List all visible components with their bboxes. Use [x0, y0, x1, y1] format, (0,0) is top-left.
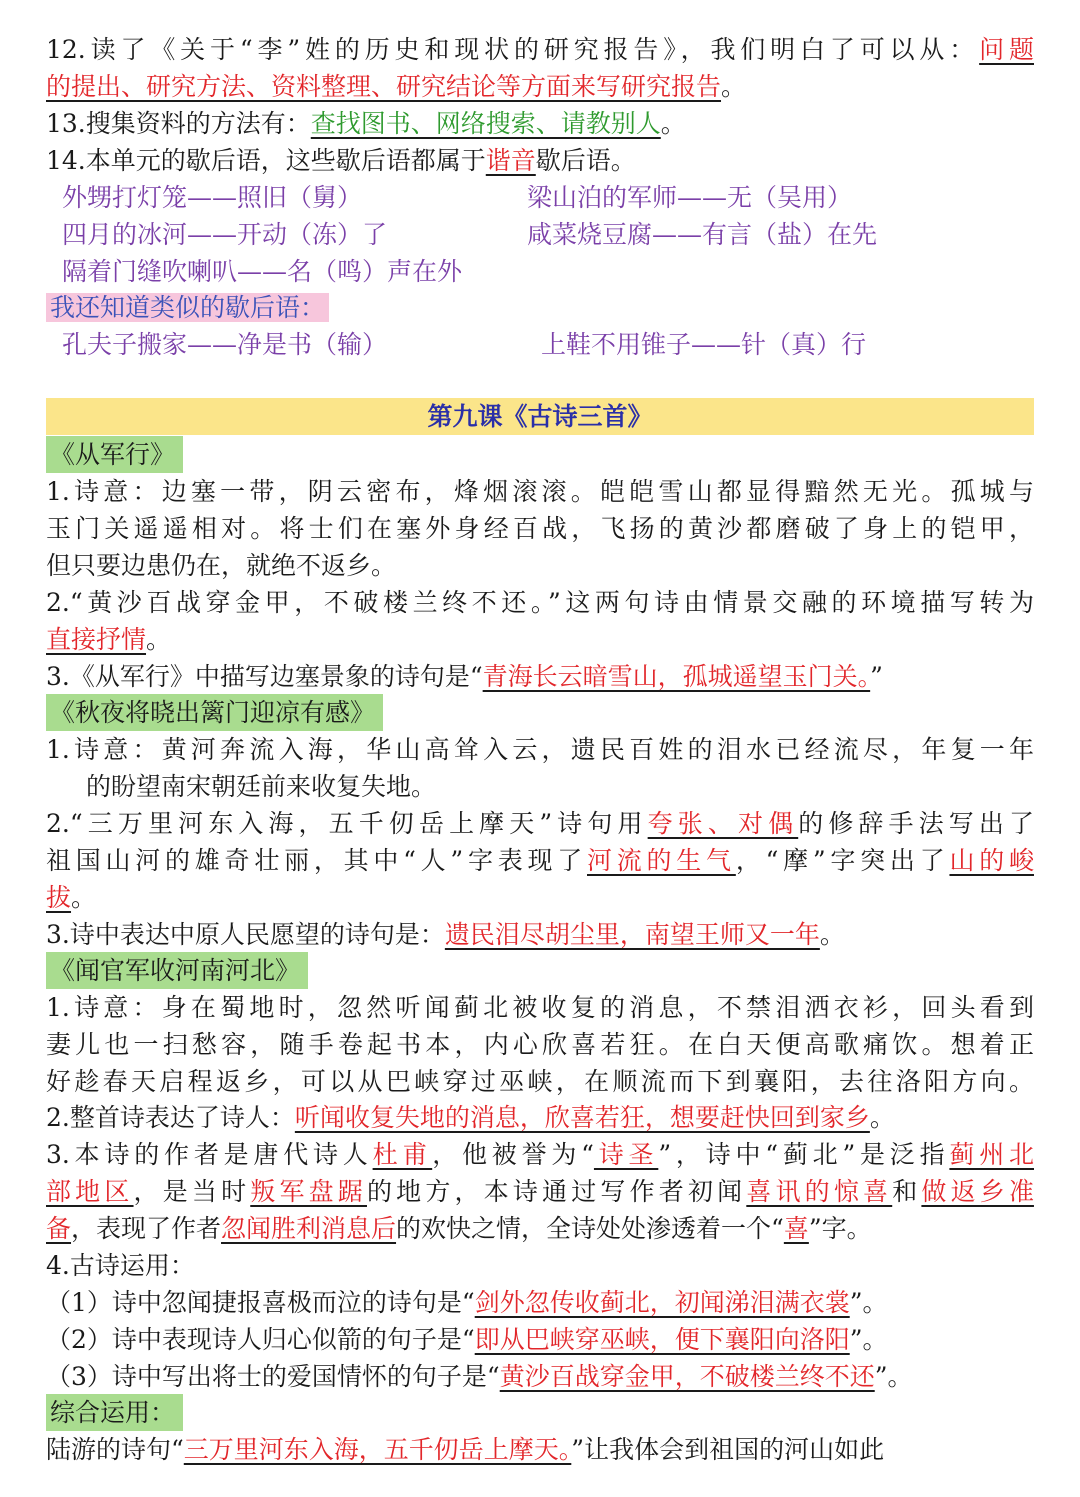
poem3-p4: 4.古诗运用： [46, 1251, 195, 1280]
lesson-title-bar: 第九课《古诗三首》 [46, 398, 1034, 435]
poem3-p2: 2.整首诗表达了诗人：听闻收复失地的消息，欣喜若狂，想要赶快回到家乡。 [46, 1103, 895, 1132]
poem1-p2-line-2: 直接抒情。 [46, 625, 172, 654]
q12-line-2: 的提出、研究方法、资料整理、研究结论等方面来写研究报告。 [46, 72, 747, 101]
poem3-p1-line-3: 好趁春天启程返乡，可以从巴峡穿过巫峡，在顺流而下到襄阳，去往洛阳方向。 [46, 1067, 1034, 1096]
poem3-p1-line-2: 妻儿也一扫愁容，随手卷起书本，内心欣喜若狂。在白天便高歌痛饮。想着正 [46, 1030, 1034, 1059]
poem2-p1-line-1: 1.诗意：黄河奔流入海，华山高耸入云，遗民百姓的泪水已经流尽，年复一年 [46, 735, 1034, 764]
poem2-p1-line-2: 的盼望南宋朝廷前来收复失地。 [86, 772, 437, 801]
comprehensive-title: 综合运用： [46, 1394, 183, 1431]
poem2-title: 《秋夜将晓出篱门迎凉有感》 [46, 694, 383, 731]
xiehouyu-5: 隔着门缝吹喇叭——名（鸣）声在外 [62, 257, 463, 286]
poem1-p1-line-2: 玉门关遥遥相对。将士们在塞外身经百战，飞扬的黄沙都磨破了身上的铠甲， [46, 514, 1034, 543]
xiehouyu-1: 外甥打灯笼——照旧（舅） [62, 183, 363, 212]
q14-line: 14.本单元的歇后语，这些歇后语都属于谐音歇后语。 [46, 146, 636, 175]
poem3-usage-1: （1）诗中忽闻捷报喜极而泣的诗句是“剑外忽传收蓟北，初闻涕泪满衣裳”。 [46, 1288, 888, 1317]
q13-line: 13.搜集资料的方法有：查找图书、网络搜索、请教别人。 [46, 109, 686, 138]
poem1-title: 《从军行》 [46, 436, 183, 473]
also-know-line [46, 289, 1034, 326]
more-xiehouyu-1: 孔夫子搬家——净是书（输） [62, 330, 388, 359]
poem3-usage-3: （3）诗中写出将士的爱国情怀的句子是“黄沙百战穿金甲，不破楼兰终不还”。 [46, 1362, 913, 1391]
also-know-highlight: 我还知道类似的歇后语： [46, 293, 329, 322]
poem3-usage-2: （2）诗中表现诗人归心似箭的句子是“即从巴峡穿巫峡，便下襄阳向洛阳”。 [46, 1325, 888, 1354]
xiehouyu-2: 梁山泊的军师——无（吴用） [527, 183, 853, 212]
poem2-p2-line-2: 祖国山河的雄奇壮丽，其中“人”字表现了河流的生气，“摩”字突出了山的峻 [46, 846, 1034, 875]
poem1-p1-line-1: 1.诗意：边塞一带，阴云密布，烽烟滚滚。皑皑雪山都显得黯然无光。孤城与 [46, 477, 1034, 506]
poem1-p1-line-3: 但只要边患仍在，就绝不返乡。 [46, 551, 397, 580]
poem3-title: 《闻官军收河南河北》 [46, 952, 308, 989]
poem2-p3: 3.诗中表达中原人民愿望的诗句是：遗民泪尽胡尘里，南望王师又一年。 [46, 920, 845, 949]
poem2-p2-line-3: 拔。 [46, 883, 97, 912]
poem3-p3-line-1: 3.本诗的作者是唐代诗人杜甫，他被誉为“诗圣”，诗中“蓟北”是泛指蓟州北 [46, 1140, 1034, 1169]
xiehouyu-3: 四月的冰河——开动（冻）了 [62, 220, 388, 249]
more-xiehouyu-2: 上鞋不用锥子——针（真）行 [541, 330, 867, 359]
poem2-p2-line-1: 2.“三万里河东入海，五千仞岳上摩天”诗句用夸张、对偶的修辞手法写出了 [46, 809, 1034, 838]
poem1-p2-line-1: 2.“黄沙百战穿金甲，不破楼兰终不还。”这两句诗由情景交融的环境描写转为 [46, 588, 1034, 617]
poem3-p3-line-3: 备，表现了作者忽闻胜利消息后的欢快之情，全诗处处渗透着一个“喜”字。 [46, 1214, 872, 1243]
comprehensive-line: 陆游的诗句“三万里河东入海，五千仞岳上摩天。”让我体会到祖国的河山如此 [46, 1435, 885, 1464]
poem1-p3: 3.《从军行》中描写边塞景象的诗句是“青海长云暗雪山，孤城遥望玉门关。” [46, 662, 883, 691]
poem3-p3-line-2: 部地区，是当时叛军盘踞的地方，本诗通过写作者初闻喜讯的惊喜和做返乡准 [46, 1177, 1034, 1206]
xiehouyu-4: 咸菜烧豆腐——有言（盐）在先 [527, 220, 878, 249]
q12-line-1: 12.读了《关于“李”姓的历史和现状的研究报告》，我们明白了可以从：问题 [46, 35, 1034, 64]
poem3-p1-line-1: 1.诗意：身在蜀地时，忽然听闻蓟北被收复的消息，不禁泪洒衣衫，回头看到 [46, 993, 1034, 1022]
